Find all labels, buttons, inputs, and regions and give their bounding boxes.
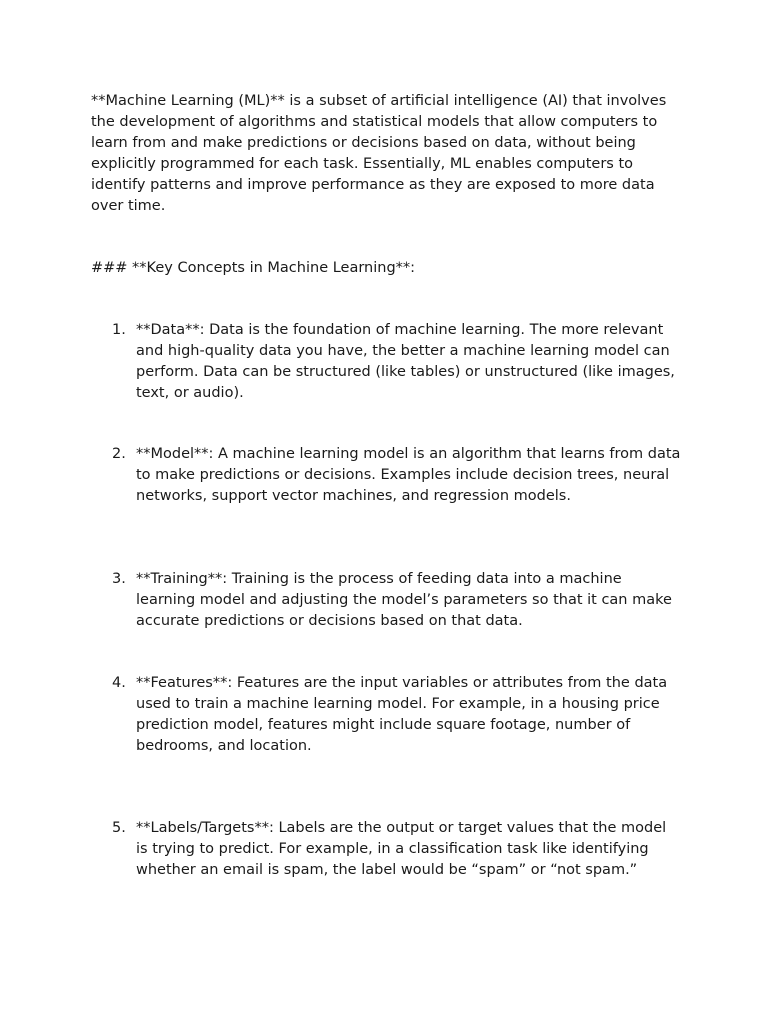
- section-heading: ### **Key Concepts in Machine Learning**:: [91, 260, 416, 276]
- list-item-number: 2.: [112, 446, 126, 462]
- list-item-text: **Labels/Targets**: Labels are the output or target values that the model is trying to predict. For example, in a classification task like identifying whether an email is spam, the label would be “spam” or “not spam.”: [136, 820, 667, 878]
- intro-paragraph: **Machine Learning (ML)** is a subset of artificial intelligence (AI) that involves the development of algorithms and statistical models that allow computers to learn from and make predictions or decisions based on data, without being explicitly programmed for each task. Essentially, ML enables computers to identify patterns and improve performance as they are exposed to more data over time.: [91, 93, 667, 214]
- list-item-number: 1.: [112, 322, 126, 338]
- list-item-text: **Training**: Training is the process of feeding data into a machine learning model and adjusting the model’s parameters so that it can make accurate predictions or decisions based on that data.: [136, 571, 672, 629]
- list-item-text: **Model**: A machine learning model is an algorithm that learns from data to make predictions or decisions. Examples include decision trees, neural networks, support vector machines, and regression models.: [136, 446, 681, 504]
- list-item-number: 4.: [112, 675, 126, 691]
- list-item-number: 5.: [112, 820, 126, 836]
- list-item-text: **Data**: Data is the foundation of machine learning. The more relevant and high-quality data you have, the better a machine learning model can perform. Data can be structured (like tables) or unstructured (like images, text, or audio).: [136, 322, 675, 401]
- list-item-text: **Features**: Features are the input variables or attributes from the data used to train a machine learning model. For example, in a housing price prediction model, features might include square footage, number of bedrooms, and location.: [136, 675, 668, 754]
- list-item-number: 3.: [112, 571, 126, 587]
